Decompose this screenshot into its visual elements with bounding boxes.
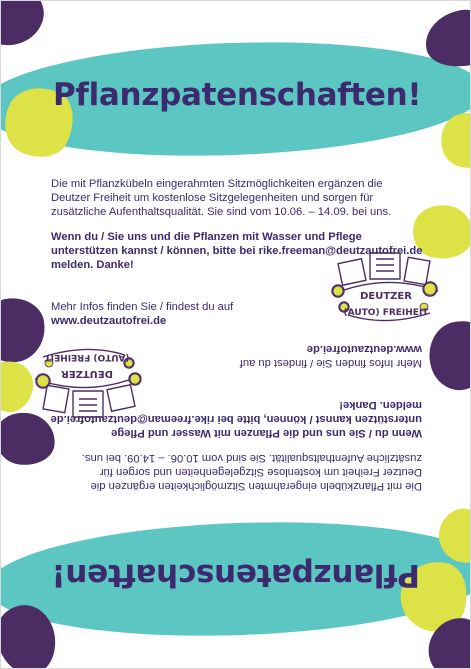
logo-line-1: DEUTZER xyxy=(61,368,113,379)
intro-text: Die mit Pflanzkübeln eingerahmten Sitzmöglichkeiten ergänzen die Deutzer Freiheit um kostenlose Sitzgelegenheiten und sorgen für zusätzliche Aufenthaltsqualität. Sie sind vom 10.06. – 14.09. bei uns. xyxy=(81,452,422,492)
flyer-title: Pflanzpatenschaften! xyxy=(51,557,420,593)
more-info-text: Mehr Infos finden Sie / findest du auf xyxy=(51,301,234,313)
intro-text: Die mit Pflanzkübeln eingerahmten Sitzmöglichkeiten ergänzen die Deutzer Freiheit um kostenlose Sitzgelegenheiten und sorgen für zusätzliche Aufenthaltsqualität. Sie sind vom 10.06. – 14.09. bei uns. xyxy=(51,178,392,218)
call-to-action-text: Wenn du / Sie uns und die Pflanzen mit Wasser und Pflege unterstützen kannst / können, bitte bei rike.freeman@deutzautofrei.de melden. Danke! xyxy=(50,399,422,439)
flyer-half-top xyxy=(1,1,471,335)
flyer-title: Pflanzpatenschaften! xyxy=(53,77,422,113)
flyer-half-bottom-rotated xyxy=(1,335,471,669)
deutzer-freiheit-logo xyxy=(27,343,147,421)
logo-line-2: (AUTO) FREIHEIT xyxy=(44,352,130,362)
website-link[interactable]: www.deutzautofrei.de xyxy=(51,315,167,327)
more-info-text: Mehr Infos finden Sie / findest du auf xyxy=(239,357,422,369)
logo-line-2: (AUTO) FREIHEIT xyxy=(343,308,429,318)
deutzer-freiheit-logo xyxy=(326,249,446,327)
call-to-action-text: Wenn du / Sie uns und die Pflanzen mit Wasser und Pflege unterstützen kannst / können, bitte bei rike.freeman@deutzautofrei.de melden. Danke! xyxy=(51,231,423,271)
website-link[interactable]: www.deutzautofrei.de xyxy=(306,343,422,355)
logo-line-1: DEUTZER xyxy=(360,291,412,302)
